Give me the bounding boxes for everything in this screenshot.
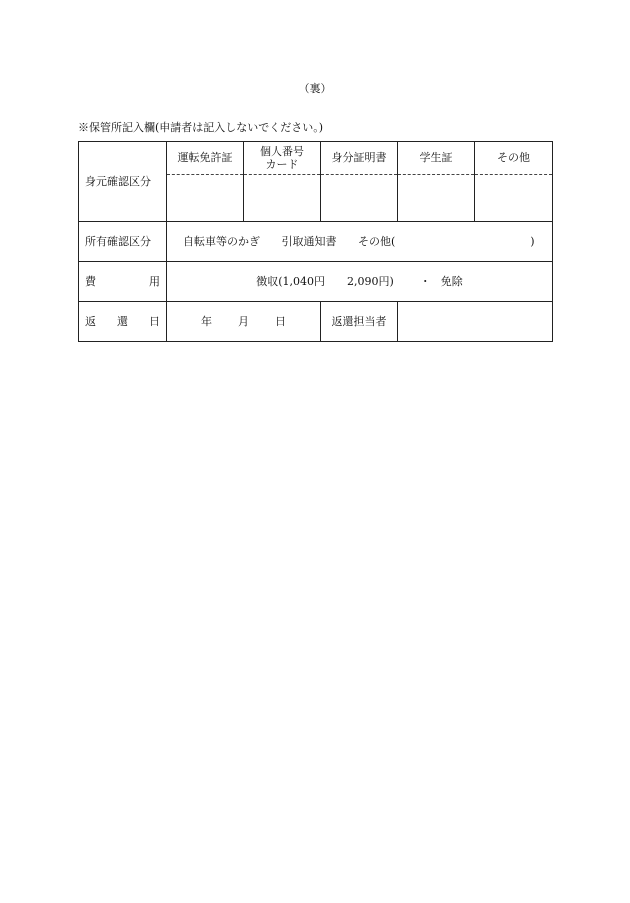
fee-collect[interactable]: 徴収(1,040円 xyxy=(256,274,325,288)
identity-check-drivers-license[interactable] xyxy=(167,175,244,222)
fee-options xyxy=(167,262,553,302)
identity-col-drivers-license: 運転免許証 xyxy=(167,142,244,175)
page-heading: （裏） xyxy=(298,82,332,95)
ownership-option-other[interactable]: その他( xyxy=(358,234,396,248)
identity-col-my-number-card xyxy=(244,142,321,175)
return-date-label-char2: 還 xyxy=(117,314,128,328)
identity-col-id-certificate: 身分証明書 xyxy=(321,142,398,175)
identity-check-student-id[interactable] xyxy=(398,175,475,222)
return-officer-label: 返還担当者 xyxy=(321,302,398,342)
fee-label-left: 費 xyxy=(85,274,96,288)
identity-col-my-number-line1: 個人番号 xyxy=(260,144,304,158)
ownership-options xyxy=(167,222,553,262)
ownership-option-notice[interactable]: 引取通知書 xyxy=(281,234,337,248)
return-month-unit: 月 xyxy=(238,314,249,328)
return-day-unit: 日 xyxy=(275,314,286,328)
identity-col-student-id: 学生証 xyxy=(398,142,475,175)
identity-col-other: その他 xyxy=(475,142,553,175)
return-date-field[interactable] xyxy=(167,302,321,342)
identity-check-id-certificate[interactable] xyxy=(321,175,398,222)
identity-check-other[interactable] xyxy=(475,175,553,222)
storage-record-table xyxy=(78,141,553,342)
return-date-label xyxy=(79,302,167,342)
ownership-other-close: ) xyxy=(530,234,535,248)
fee-alt-amount[interactable]: 2,090円) xyxy=(347,274,394,288)
ownership-label: 所有確認区分 xyxy=(79,222,167,262)
return-date-label-char3: 日 xyxy=(149,314,160,328)
section-note: ※保管所記入欄(申請者は記入しないでください。) xyxy=(78,121,324,134)
fee-separator-dot: ・ xyxy=(419,274,431,288)
ownership-option-keys[interactable]: 自転車等のかぎ xyxy=(183,234,260,248)
identity-col-my-number-line2: カード xyxy=(265,158,299,171)
return-date-label-char1: 返 xyxy=(85,314,96,328)
return-year-unit: 年 xyxy=(201,314,212,328)
fee-exempt[interactable]: 免除 xyxy=(440,274,463,288)
fee-label-right: 用 xyxy=(149,274,160,288)
identity-label: 身元確認区分 xyxy=(79,142,167,222)
return-officer-field[interactable] xyxy=(398,302,553,342)
identity-check-my-number-card[interactable] xyxy=(244,175,321,222)
fee-label xyxy=(79,262,167,302)
